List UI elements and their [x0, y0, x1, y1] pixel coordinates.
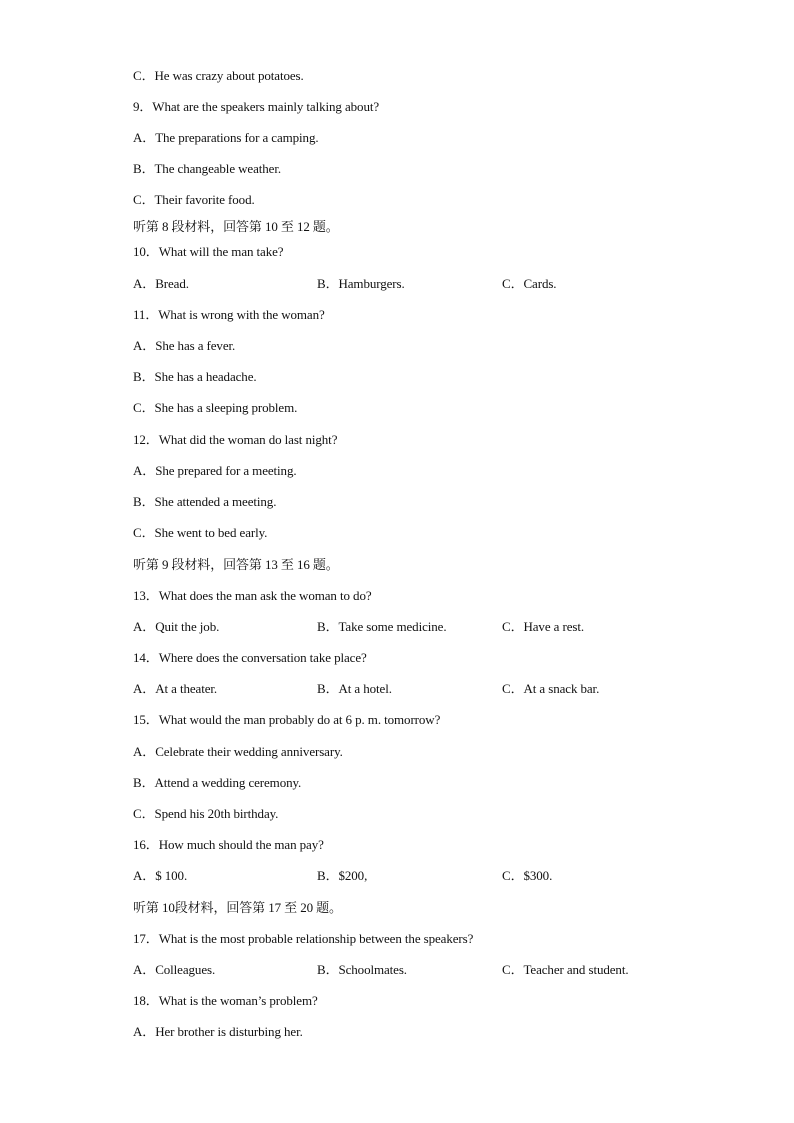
question-15: 15．What would the man probably do at 6 p. m. tomorrow? — [133, 712, 441, 727]
question-13: 13．What does the man ask the woman to do? — [133, 588, 372, 603]
option-16a: A．$ 100. — [133, 868, 188, 883]
question-10: 10．What will the man take? — [133, 244, 284, 259]
option-9a: A．The preparations for a camping. — [133, 130, 319, 145]
question-18: 18．What is the woman’s problem? — [133, 993, 318, 1008]
option-16b: B．$200, — [317, 868, 368, 883]
option-10a: A．Bread. — [133, 276, 189, 291]
option-14a: A．At a theater. — [133, 681, 218, 696]
option-14b: B．At a hotel. — [317, 681, 392, 696]
option-17a: A．Colleagues. — [133, 962, 216, 977]
option-13b: B．Take some medicine. — [317, 619, 447, 634]
option-10c: C．Cards. — [502, 276, 557, 291]
option-15c: C．Spend his 20th birthday. — [133, 806, 279, 821]
section-9-heading: 听第 9 段材料，回答第 13 至 16 题。 — [133, 557, 339, 572]
option-9b: B．The changeable weather. — [133, 161, 282, 176]
option-13a: A．Quit the job. — [133, 619, 220, 634]
section-8-heading: 听第 8 段材料，回答第 10 至 12 题。 — [133, 219, 339, 234]
option-8c: C．He was crazy about potatoes. — [133, 68, 304, 83]
option-14c: C．At a snack bar. — [502, 681, 600, 696]
option-11b: B．She has a headache. — [133, 369, 257, 384]
option-13c: C．Have a rest. — [502, 619, 584, 634]
question-16: 16．How much should the man pay? — [133, 837, 324, 852]
option-11a: A．She has a fever. — [133, 338, 236, 353]
question-11: 11．What is wrong with the woman? — [133, 307, 325, 322]
option-10b: B．Hamburgers. — [317, 276, 405, 291]
option-12b: B．She attended a meeting. — [133, 494, 277, 509]
option-11c: C．She has a sleeping problem. — [133, 400, 298, 415]
question-12: 12．What did the woman do last night? — [133, 432, 338, 447]
option-9c: C．Their favorite food. — [133, 192, 255, 207]
question-14: 14．Where does the conversation take place? — [133, 650, 367, 665]
question-9: 9．What are the speakers mainly talking about? — [133, 99, 380, 114]
option-15a: A．Celebrate their wedding anniversary. — [133, 744, 343, 759]
option-18a: A．Her brother is disturbing her. — [133, 1024, 303, 1039]
option-16c: C．$300. — [502, 868, 553, 883]
option-17b: B．Schoolmates. — [317, 962, 407, 977]
option-17c: C．Teacher and student. — [502, 962, 629, 977]
option-12c: C．She went to bed early. — [133, 525, 268, 540]
section-10-heading: 听第 10段材料，回答第 17 至 20 题。 — [133, 900, 342, 915]
option-12a: A．She prepared for a meeting. — [133, 463, 297, 478]
option-15b: B．Attend a wedding ceremony. — [133, 775, 302, 790]
question-17: 17．What is the most probable relationship between the speakers? — [133, 931, 474, 946]
